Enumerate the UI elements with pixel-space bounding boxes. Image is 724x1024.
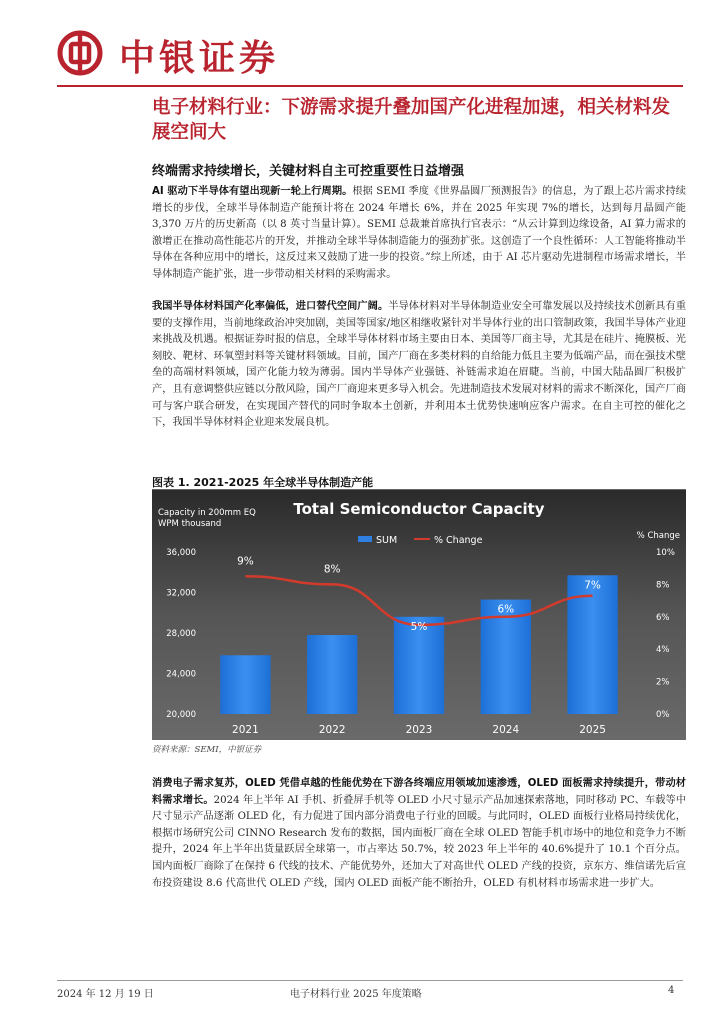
bank-of-china-logo-icon	[57, 30, 103, 76]
y2-tick-label: 6%	[656, 612, 670, 623]
paragraph-lead: 我国半导体材料国产化率偏低，进口替代空间广阔。	[152, 301, 389, 312]
y2-tick-label: 8%	[656, 580, 670, 591]
page-title: 电子材料行业：下游需求提升叠加国产化进程加速，相关材料发展空间大	[152, 97, 671, 143]
header	[57, 28, 677, 78]
footer-doc-title: 电子材料行业 2025 年度策略	[290, 989, 422, 1000]
paragraph-lead: 消费电子需求复苏，OLED 凭借卓越的性能优势在下游各终端应用领域加速渗透，OLED 面板需求持续提升，带动材料需求增长。	[152, 778, 686, 806]
paragraph-body: 半导体材料对半导体制造业安全可靠发展以及持续技术创新具有重要的支撑作用，当前地缘政治冲突加剧，美国等国家/地区相继收紧针对半导体行业的出口管制政策，我国半导体产业迎来挑战及机遇。根据证券时报的信息，全球半导体材料市场主要由日本、美国等厂商主导，尤其是在硅片、掩膜板、光刻胶、靶材、环氧塑封料等关键材料领域。目前，国产厂商在多类材料的自给能力低且主要为低端产品，而在强技术壁垒的高端材料领域，国产化能力较为薄弱。国内半导体产业强链、补链需求迫在眉睫。当前，中国大陆晶圆厂积极扩产，且有意调整供应链以分散风险，国产厂商迎来更多导入机会。先进制造技术发展对材料的需求不断深化，国产厂商可与客户联合研发，在实现国产替代的同时争取本土创新，并利用本土优势快速响应客户需求。在自主可控的催化之下，我国半导体材料企业迎来发展良机。	[152, 301, 687, 429]
bar-2022	[307, 635, 357, 714]
x-tick-label: 2025	[579, 724, 606, 736]
section-heading: 终端需求持续增长，关键材料自主可控重要性日益增强	[152, 164, 465, 179]
y2-tick-label: 0%	[656, 710, 670, 720]
y-axis-label: Capacity in 200mm EQ WPM thousand	[158, 508, 256, 529]
x-tick-label: 2023	[405, 724, 433, 736]
y2-tick-label: 4%	[656, 645, 670, 656]
chart-svg	[152, 490, 686, 740]
figure-caption: 图表 1. 2021-2025 年全球半导体制造产能	[152, 476, 374, 489]
paragraph-body: 2024 年上半年 AI 手机、折叠屏手机等 OLED 小尺寸显示产品加速探索落地，同时移动 PC、车载等中尺寸显示产品逐渐 OLED 化，有力促进了国内部分消费电子行业的回暖。与此同时，OLED 面板行业格局持续优化，根据市场研究公司 CINNO Research 发布的数据，国内面板厂商在全球 OLED 智能手机市场中的地位和竞争力不断提升，2024 年上半年出货量跃居全球第一，市占率达 50.7%，较 2023 年上半年的 40.6%提升了 10.1 个百分点。国内面板厂商除了在保持 6 代线的技术、产能优势外，还加大了对高世代 OLED 产线的投资，京东方、维信诺先后宣布投资建设 8.6 代高世代 OLED 产线，国内 OLED 面板产能不断抬升，OLED 有机材料市场需求进一步扩大。	[152, 794, 687, 889]
change-data-label: 8%	[323, 563, 341, 576]
chart-title: Total Semiconductor Capacity	[293, 500, 545, 518]
y2-tick-label: 10%	[656, 548, 675, 558]
paragraph-body: 根据 SEMI 季度《世界晶圆厂预测报告》的信息，为了跟上芯片需求持续增长的步伐，全球半导体制造产能预计将在 2024 年增长 6%，并在 2025 年实现 7%的增长，达到每月晶圆产能 3,370 万片的历史新高（以 8 英寸当量计算）。SEMI 总裁兼首席执行官表示：“从云计算到边缘设备，AI 算力需求的激增正在推动高性能芯片的开发，并推动全球半导体制造能力的强劲扩张。这创造了一个良性循环：人工智能将推动半导体在各种应用中的增长，这反过来又鼓励了进一步的投资。”综上所述，由于 AI 芯片驱动先进制程市场需求增长，半导体制造产能扩张，进一步带动相关材料的采购需求。	[152, 186, 686, 280]
paragraph-ai-cycle	[152, 184, 686, 284]
y2-axis-label: % Change	[636, 531, 680, 541]
legend-swatch-sum	[358, 536, 372, 542]
x-tick-label: 2022	[318, 724, 346, 736]
y-tick-label: 32,000	[166, 588, 196, 599]
header-rule	[57, 85, 683, 87]
y-tick-label: 36,000	[166, 548, 196, 558]
paragraph-localization	[152, 299, 686, 432]
paragraph-lead: AI 驱动下半导体有望出现新一轮上行周期。	[152, 186, 353, 197]
change-data-label: 7%	[584, 579, 601, 592]
footer-date: 2024 年 12 月 19 日	[57, 989, 154, 1000]
x-tick-label: 2024	[492, 724, 520, 736]
capacity-chart	[152, 490, 686, 740]
x-tick-label: 2021	[232, 724, 259, 736]
paragraph-oled	[152, 776, 686, 892]
y-tick-label: 20,000	[166, 710, 196, 720]
brand-name: 中银证券	[119, 38, 280, 79]
change-data-label: 6%	[497, 603, 515, 616]
change-data-label: 5%	[410, 620, 428, 633]
footer-page-number: 4	[668, 985, 675, 996]
legend-label-sum: SUM	[376, 535, 398, 546]
bar-2021	[220, 655, 270, 714]
change-data-label: 9%	[237, 555, 254, 568]
y-tick-label: 24,000	[166, 669, 196, 680]
y-tick-label: 28,000	[166, 629, 196, 639]
y2-tick-label: 2%	[656, 677, 670, 688]
figure-source: 资料来源：SEMI，中银证券	[152, 745, 262, 755]
y-axis-label-wrap	[158, 508, 278, 538]
footer-rule	[57, 980, 683, 981]
legend-label-change: % Change	[434, 535, 483, 546]
